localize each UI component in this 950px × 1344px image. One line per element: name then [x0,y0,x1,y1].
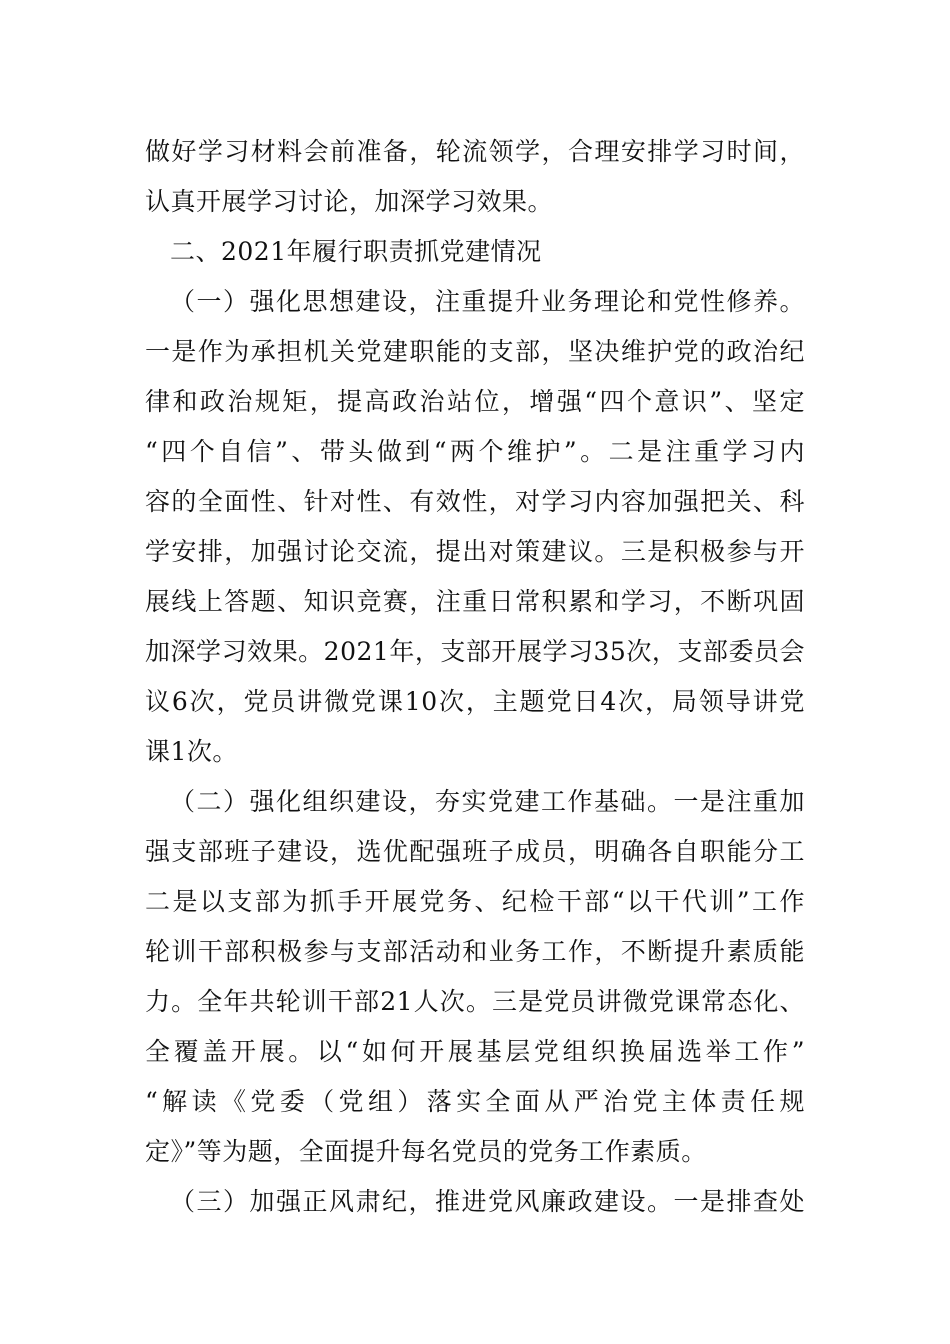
paragraph-line: 律和政治规矩，提高政治站位，增强“四个意识”、坚定 [145,387,805,416]
document-page [145,127,805,1227]
paragraph-line: 认真开展学习讨论，加深学习效果。 [145,187,554,216]
paragraph-line: 二是以支部为抓手开展党务、纪检干部“以干代训”工作 [145,887,805,916]
paragraph-line: 力。全年共轮训干部21人次。三是党员讲微党课常态化、 [145,987,805,1016]
paragraph-line: 全覆盖开展。以“如何开展基层党组织换届选举工作” [145,1037,805,1066]
paragraph-line: “四个自信”、带头做到“两个维护”。二是注重学习内 [145,437,805,466]
subsection-heading: （一）强化思想建设，注重提升业务理论和党性修养。 [170,287,805,316]
paragraph-line: 做好学习材料会前准备，轮流领学，合理安排学习时间， [145,137,805,166]
paragraph-line: “解读《党委（党组）落实全面从严治党主体责任规 [145,1087,805,1116]
paragraph-line: 强支部班子建设，选优配强班子成员，明确各自职能分工 [145,837,805,866]
paragraph-line: 议6次，党员讲微党课10次，主题党日4次，局领导讲党 [145,687,805,716]
paragraph-line: 展线上答题、知识竞赛，注重日常积累和学习，不断巩固 [145,587,805,616]
paragraph-line: 一是作为承担机关党建职能的支部，坚决维护党的政治纪 [145,337,805,366]
paragraph-line: 定》”等为题，全面提升每名党员的党务工作素质。 [145,1137,707,1166]
section-heading: 二、2021年履行职责抓党建情况 [170,237,542,266]
paragraph-line: 轮训干部积极参与支部活动和业务工作，不断提升素质能 [145,937,805,966]
paragraph-line: 课1次。 [145,737,238,766]
paragraph-line: 学安排，加强讨论交流，提出对策建议。三是积极参与开 [145,537,805,566]
paragraph-line: 容的全面性、针对性、有效性，对学习内容加强把关、科 [145,487,805,516]
subsection-heading: （二）强化组织建设，夯实党建工作基础。一是注重加 [170,787,805,816]
paragraph-line: 加深学习效果。2021年，支部开展学习35次，支部委员会 [145,637,805,666]
subsection-heading: （三）加强正风肃纪，推进党风廉政建设。一是排查处 [170,1187,805,1216]
